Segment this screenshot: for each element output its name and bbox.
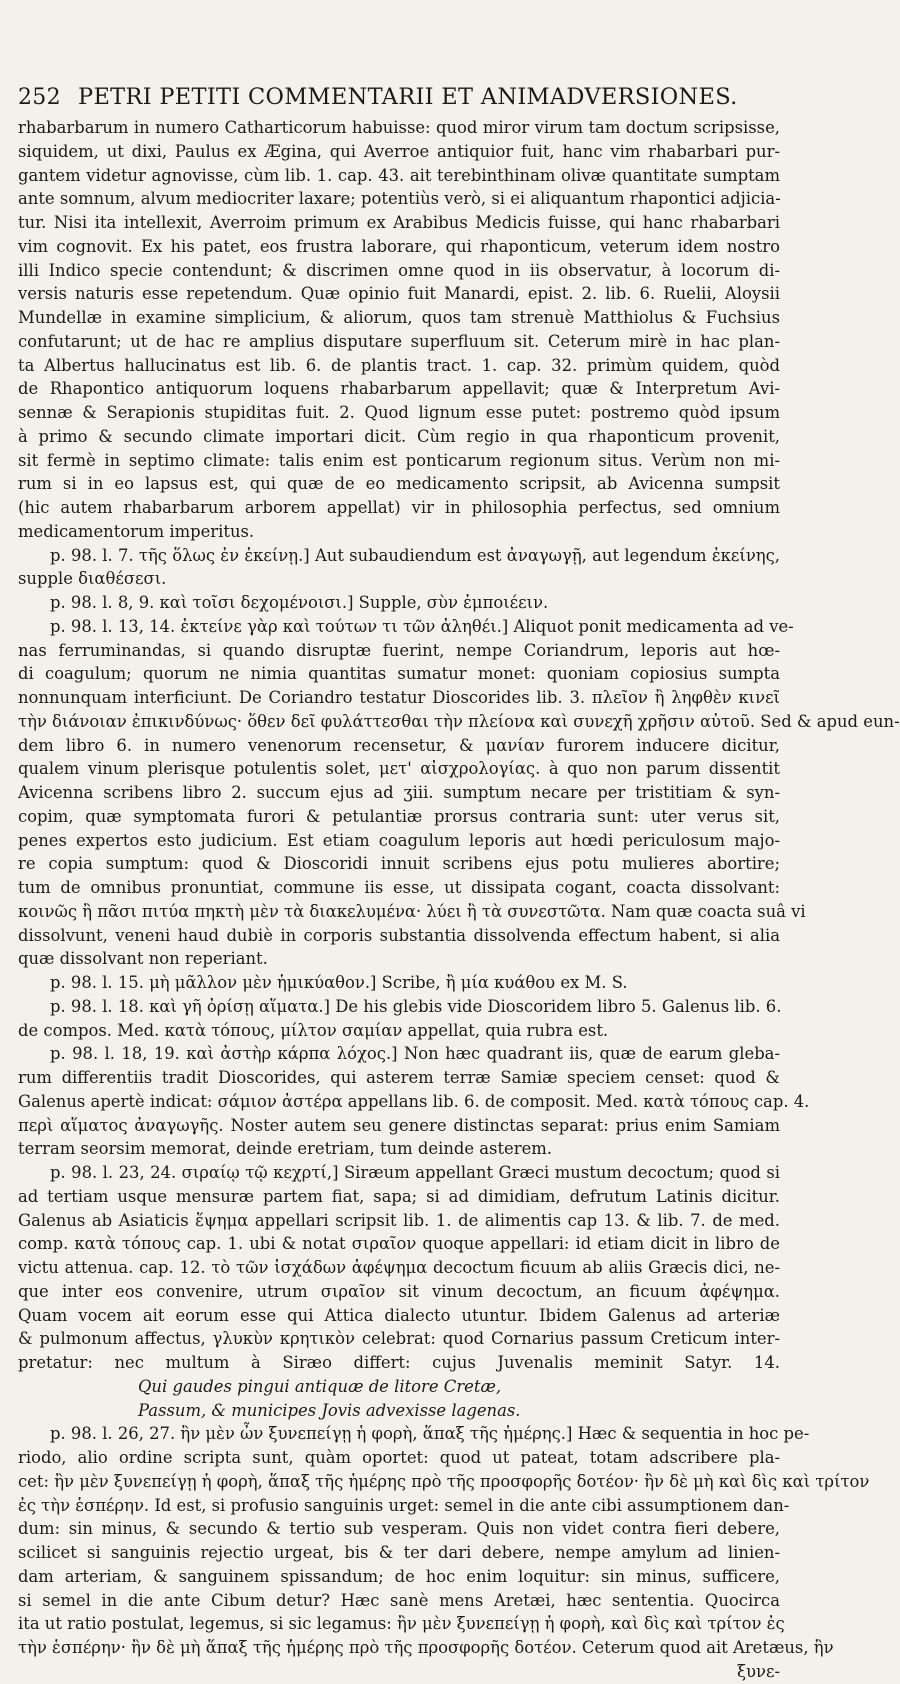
- text-line: p. 98. l. 8, 9. καὶ τοῖσι δεχομένοισι.] Supple, σὺν ἐμποιέειν.: [50, 593, 549, 612]
- text-line: Quam vocem ait eorum esse qui Attica dialecto utuntur. Ibidem Galenus ad arteriæ: [18, 1305, 780, 1325]
- text-line: dam arteriam, & sanguinem spissandum; de hoc enim loquitur: sin minus, sufficere,: [18, 1566, 780, 1586]
- text-line: que inter eos convenire, utrum σιραῖον sit vinum decoctum, an ficuum ἀφέψημα.: [18, 1281, 780, 1301]
- text-line: illi Indico specie contendunt; & discrimen omne quod in iis observatur, à locorum di-: [18, 260, 780, 280]
- text-line: di coagulum; quorum ne nimia quantitas sumatur monet: quoniam copiosius sumpta: [18, 664, 780, 684]
- text-line: tur. Nisi ita intellexit, Averroim primum ex Arabibus Medicis fuisse, qui hanc rhabarbari: [18, 213, 780, 232]
- catchword: ξυνε-: [737, 1661, 780, 1681]
- text-line: sennæ & Serapionis stupiditas fuit. 2. Quod lignum esse putet: postremo quòd ipsum: [18, 403, 780, 422]
- text-line: Mundellæ in examine simplicium, & aliorum, quos tam strenuè Matthiolus & Fuchsius: [18, 308, 780, 327]
- text-line: victu attenua. cap. 12. τὸ τῶν ἰσχάδων ἀφέψημα decoctum ficuum ab aliis Græcis dici, ne-: [18, 1258, 780, 1277]
- text-line: p. 98. l. 23, 24. σιραίῳ τῷ κεχρτί,] Siræum appellant Græci mustum decoctum; quod si: [50, 1163, 780, 1182]
- text-line: dum: sin minus, & secundo & tertio sub vesperam. Quis non videt contra fieri debere,: [18, 1519, 780, 1539]
- text-line: riodo, alio ordine scripta sunt, quàm oportet: quod ut pateat, totam adscribere pla-: [18, 1448, 780, 1467]
- text-line: re copia sumptum: quod & Dioscoridi innuit scribens ejus potu mulieres abortire;: [18, 854, 780, 874]
- text-line: p. 98. l. 18, 19. καὶ ἀστὴρ κάρπα λόχος.] Non hæc quadrant iis, quæ de earum gleba-: [50, 1044, 780, 1064]
- continued-text-block: [18, 1422, 870, 1660]
- text-line: cet: ἢν μὲν ξυνεπείγῃ ἡ φορὴ, ἅπαξ τῆς ἡμέρης πρὸ τῆς προσφορῆς δοτέον· ἢν δὲ μὴ καὶ δὶς καὶ τρίτον: [18, 1471, 870, 1491]
- text-line: Galenus apertè indicat: σάμιον ἀστέρα appellans lib. 6. de composit. Med. κατὰ τόπους cap. 4.: [18, 1091, 810, 1111]
- verse-quotation: [18, 1375, 780, 1423]
- text-line: gantem videtur agnovisse, cùm lib. 1. cap. 43. ait terebinthinam olivæ quantitate sumptam: [18, 165, 780, 185]
- text-line: nas ferruminandas, si quando disruptæ fuerint, nempe Coriandrum, leporis aut hœ-: [18, 640, 780, 660]
- text-line: medicamentorum imperitus.: [18, 521, 255, 541]
- text-line: de compos. Med. κατὰ τόπους, μίλτον σαμίαν appellat, quia rubra est.: [18, 1020, 609, 1040]
- text-line: tum de omnibus pronuntiat, commune iis esse, ut dissipata cogant, coacta dissolvant:: [18, 878, 780, 897]
- text-line: siquidem, ut dixi, Paulus ex Ægina, qui Averroe antiquior fuit, hanc vim rhabarbari pur-: [18, 141, 780, 161]
- text-line: ad tertiam usque mensuræ partem fiat, sapa; si ad dimidiam, defrutum Latinis dicitur.: [18, 1186, 780, 1206]
- text-line: dem libro 6. in numero venenorum recensetur, & μανίαν furorem inducere dicitur,: [18, 735, 780, 755]
- text-line: ta Albertus hallucinatus est lib. 6. de plantis tract. 1. cap. 32. primùm quidem, quòd: [18, 355, 780, 375]
- text-line: versis naturis esse repetendum. Quæ opinio fuit Manardi, epist. 2. lib. 6. Ruelii, Aloysii: [18, 284, 780, 304]
- text-line: & pulmonum affectus, γλυκὺν κρητικὸν celebrat: quod Cornarius passum Creticum inter-: [18, 1329, 780, 1349]
- text-line: p. 98. l. 7. τῆς ὅλως ἐν ἐκείνῃ.] Aut subaudiendum est ἀναγωγῇ, aut legendum ἐκείνης,: [50, 545, 780, 565]
- text-line: Galenus ab Asiaticis ἕψημα appellari scripsit lib. 1. de alimentis cap 13. & lib. 7. de med.: [18, 1210, 780, 1230]
- body-text: [18, 116, 900, 1684]
- text-line: copim, quæ symptomata furori & petulantiæ prorsus contraria sunt: uter verus sit,: [18, 806, 780, 826]
- text-line: confutarunt; ut de hac re amplius disputare superfluum sit. Ceterum mirè in hac plan-: [18, 331, 780, 351]
- text-line: à primo & secundo climate importari dicit. Cùm regio in qua rhaponticum provenit,: [18, 426, 780, 446]
- text-line: rum si in eo lapsus est, qui quæ de eo medicamento scripsit, ab Avicenna sumpsit: [18, 474, 780, 494]
- text-line: ita ut ratio postulat, legemus, si sic legamus: ἢν μὲν ξυνεπείγῃ ἡ φορὴ, καὶ δὶς καὶ τρίτον ἐς: [18, 1614, 785, 1634]
- text-line: rum differentiis tradit Dioscorides, qui asterem terræ Samiæ speciem censet: quod &: [18, 1068, 780, 1087]
- text-line: (hic autem rhabarbarum arborem appellat) vir in philosophia perfectus, sed omnium: [18, 498, 780, 517]
- page-header: [18, 84, 780, 116]
- text-line: scilicet si sanguinis rejectio urgeat, bis & ter dari debere, nempe amylum ad linien-: [18, 1543, 780, 1562]
- text-line: κοινῶς ἢ πᾶσι πιτύα πηκτὴ μὲν τὰ διακελυμένα· λύει ἢ τὰ συνεστῶτα. Nam quæ coacta suâ vi: [18, 901, 806, 921]
- text-line: p. 98. l. 15. μὴ μᾶλλον μὲν ἡμικύαθον.] Scribe, ἢ μία κυάθου ex M. S.: [50, 973, 628, 992]
- text-line: qualem vinum plerisque potulentis solet, μετ' αἰσχρολογίας. à quo non parum dissentit: [18, 759, 780, 779]
- text-line: comp. κατὰ τόπους cap. 1. ubi & notat σιραῖον quoque appellari: id etiam dicit in libro de: [18, 1234, 780, 1254]
- text-line: τὴν ἑσπέρην· ἢν δὲ μὴ ἅπαξ τῆς ἡμέρης πρὸ τῆς προσφορῆς δοτέον. Ceterum quod ait Aretæus, ἢν: [18, 1638, 834, 1657]
- text-line: sit fermè in septimo climate: talis enim est ponticarum regionum situs. Verùm non mi-: [18, 450, 780, 470]
- text-line: dissolvunt, veneni haud dubiè in corporis substantia dissolvenda effectum habent, si alia: [18, 925, 780, 945]
- text-line: pretatur: nec multum à Siræo differt: cujus Juvenalis meminit Satyr. 14.: [18, 1353, 780, 1372]
- text-line: p. 98. l. 18. καὶ γῆ ὀρίσῃ αἵματα.] De his glebis vide Dioscoridem libro 5. Galenus lib. 6.: [50, 996, 782, 1016]
- text-line: rhabarbarum in numero Catharticorum habuisse: quod miror virum tam doctum scripsisse,: [18, 118, 780, 137]
- text-line: nonnunquam interficiunt. De Coriandro testatur Dioscorides lib. 3. πλεῖον ἢ ληφθὲν κινεῖ: [18, 688, 780, 707]
- main-text-block: [18, 116, 900, 1375]
- text-line: penes expertos esto judicium. Est etiam coagulum leporis aut hœdi periculosum majo-: [18, 830, 780, 850]
- text-line: p. 98. l. 13, 14. ἐκτείνε γὰρ καὶ τούτων τι τῶν ἀληθέι.] Aliquot ponit medicamenta ad ve-: [50, 616, 794, 636]
- text-line: quæ dissolvant non reperiant.: [18, 949, 268, 969]
- text-line: si semel in die ante Cibum detur? Hæc sanè mens Aretæi, hæc sententia. Quocirca: [18, 1590, 780, 1610]
- text-line: supple διαθέσεσι.: [18, 569, 167, 589]
- running-title: PETRI PETITI COMMENTARII ET ANIMADVERSIONES.: [78, 84, 738, 110]
- text-line: Avicenna scribens libro 2. succum ejus ad ʒiii. sumptum necare per tristitiam & syn-: [18, 783, 780, 802]
- text-line: τὴν διάνοιαν ἐπικινδύνως· ὅθεν δεῖ φυλάττεσθαι τὴν πλείονα καὶ συνεχῆ χρῆσιν αὐτοῦ. Sed & apud eun-: [18, 711, 900, 731]
- verse-line: Qui gaudes pingui antiquæ de litore Cretæ,: [138, 1376, 502, 1396]
- text-line: περὶ αἵματος ἀναγωγῆς. Noster autem seu genere distinctas separat: prius enim Samiam: [18, 1115, 780, 1135]
- text-line: ante somnum, alvum mediocriter laxare; potentiùs verò, si ei aliquantum rhapontici adjicia-: [18, 189, 781, 209]
- page-number: 252: [18, 85, 61, 110]
- text-line: ἐς τὴν ἑσπέρην. Id est, si profusio sanguinis urget: semel in die ante cibi assumptionem dan-: [18, 1495, 790, 1515]
- text-line: vim cognovit. Ex his patet, eos frustra laborare, qui rhaponticum, veterum idem nostro: [18, 236, 780, 256]
- text-line: p. 98. l. 26, 27. ἢν μὲν ὦν ξυνεπείγῃ ἡ φορὴ, ἅπαξ τῆς ἡμέρης.] Hæc & sequentia in hoc pe-: [50, 1424, 810, 1444]
- text-line: terram seorsim memorat, deinde eretriam, tum deinde asterem.: [18, 1139, 553, 1159]
- text-line: de Rhapontico antiquorum loquens rhabarbarum appellavit; quæ & Interpretum Avi-: [18, 379, 780, 399]
- verse-line: Passum, & municipes Jovis advexisse lagenas.: [138, 1400, 521, 1420]
